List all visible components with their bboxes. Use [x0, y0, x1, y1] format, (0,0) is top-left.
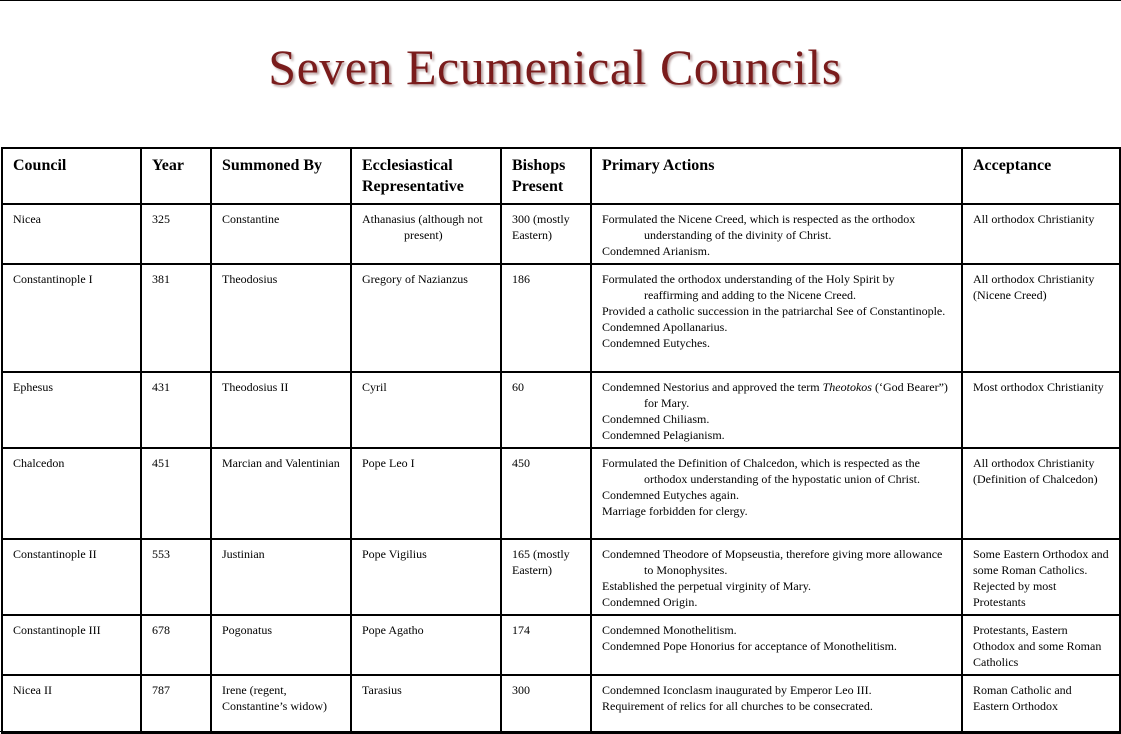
summoned-by-cell: Irene (regent, Constantine’s widow) — [211, 675, 351, 733]
acceptance-cell: Most orthodox Christianity — [962, 372, 1120, 448]
action-item: Marriage forbidden for clergy. — [602, 504, 748, 518]
action-item: Condemned Eutyches. — [602, 336, 710, 350]
actions-cell — [591, 539, 962, 615]
header-acceptance: Acceptance — [962, 148, 1120, 204]
header-summoned-by: Summoned By — [211, 148, 351, 204]
action-item: Condemned Pelagianism. — [602, 428, 725, 442]
bottom-rule — [0, 731, 1121, 732]
council-cell: Chalcedon — [2, 448, 141, 539]
representative-cell: Gregory of Nazianzus — [351, 264, 501, 372]
representative-cell: Tarasius — [351, 675, 501, 733]
bishops-cell: 300 — [501, 675, 591, 733]
table-row — [2, 448, 1120, 539]
action-item: Provided a catholic succession in the patriarchal See of Constantinople. — [602, 304, 946, 318]
action-item: Formulated the orthodox understanding of the Holy Spirit by reaffirming and adding to the Nicene Creed. — [602, 272, 895, 302]
year-cell: 325 — [141, 204, 211, 264]
councils-table — [1, 147, 1121, 734]
council-cell: Nicea — [2, 204, 141, 264]
header-representative: Ecclesiastical Representative — [351, 148, 501, 204]
header-actions: Primary Actions — [591, 148, 962, 204]
acceptance-cell: All orthodox Christianity (Definition of Chalcedon) — [962, 448, 1120, 539]
acceptance-cell: All orthodox Christianity — [962, 204, 1120, 264]
council-cell: Nicea II — [2, 675, 141, 733]
actions-cell — [591, 264, 962, 372]
table-row — [2, 539, 1120, 615]
header-council: Council — [2, 148, 141, 204]
action-text: (‘God Bearer”) for Mary. — [644, 380, 948, 410]
action-item: Condemned Monothelitism. — [602, 623, 737, 637]
year-cell: 787 — [141, 675, 211, 733]
action-item — [602, 379, 952, 411]
summoned-by-cell: Constantine — [211, 204, 351, 264]
acceptance-cell: Protestants, Eastern Othodox and some Roman Catholics — [962, 615, 1120, 675]
council-cell: Constantinople I — [2, 264, 141, 372]
action-item: Condemned Pope Honorius for acceptance of Monothelitism. — [602, 639, 897, 653]
representative-cell: Cyril — [351, 372, 501, 448]
representative-cell: Pope Vigilius — [351, 539, 501, 615]
action-item: Requirement of relics for all churches to be consecrated. — [602, 699, 873, 713]
action-item: Condemned Chiliasm. — [602, 412, 710, 426]
actions-cell — [591, 448, 962, 539]
council-cell: Ephesus — [2, 372, 141, 448]
action-item: Condemned Iconclasm inaugurated by Emperor Leo III. — [602, 683, 872, 697]
action-item: Condemned Eutyches again. — [602, 488, 739, 502]
summoned-by-cell: Pogonatus — [211, 615, 351, 675]
action-item: Established the perpetual virginity of Mary. — [602, 579, 811, 593]
bishops-cell — [501, 204, 591, 264]
bishops-cell: 60 — [501, 372, 591, 448]
header-row — [2, 148, 1120, 204]
council-cell: Constantinople III — [2, 615, 141, 675]
representative-cell: Pope Agatho — [351, 615, 501, 675]
representative-cell — [351, 204, 501, 264]
actions-cell — [591, 615, 962, 675]
action-item: Condemned Apollanarius. — [602, 320, 728, 334]
bishops-cell: 174 — [501, 615, 591, 675]
action-item: Formulated the Nicene Creed, which is respected as the orthodox understanding of the divinity of Christ. — [602, 212, 916, 242]
year-cell: 431 — [141, 372, 211, 448]
top-rule — [0, 0, 1121, 1]
summoned-by-cell: Theodosius — [211, 264, 351, 372]
acceptance-cell: Roman Catholic and Eastern Orthodox — [962, 675, 1120, 733]
summoned-by-cell: Justinian — [211, 539, 351, 615]
actions-cell — [591, 372, 962, 448]
action-item: Condemned Theodore of Mopseustia, therefore giving more allowance to Monophysites. — [602, 547, 943, 577]
action-item: Condemned Origin. — [602, 595, 698, 609]
summoned-by-cell: Marcian and Valentinian — [211, 448, 351, 539]
table-row — [2, 675, 1120, 733]
action-item: Formulated the Definition of Chalcedon, which is respected as the orthodox understanding of the hypostatic union of Christ. — [602, 456, 920, 486]
bishops-cell: 165 (mostly Eastern) — [501, 539, 591, 615]
year-cell: 553 — [141, 539, 211, 615]
acceptance-cell: Some Eastern Orthodox and some Roman Catholics. Rejected by most Protestants — [962, 539, 1120, 615]
action-item: Condemned Arianism. — [602, 244, 710, 258]
table-row — [2, 264, 1120, 372]
representative-text: Athanasius (although not present) — [362, 212, 483, 242]
council-cell: Constantinople II — [2, 539, 141, 615]
table-row — [2, 615, 1120, 675]
representative-cell: Pope Leo I — [351, 448, 501, 539]
year-cell: 381 — [141, 264, 211, 372]
year-cell: 451 — [141, 448, 211, 539]
actions-cell — [591, 675, 962, 733]
bishops-text: 300 (mostly Eastern) — [512, 212, 570, 242]
table-row — [2, 204, 1120, 264]
bishops-cell: 450 — [501, 448, 591, 539]
table-row — [2, 372, 1120, 448]
header-year: Year — [141, 148, 211, 204]
summoned-by-cell: Theodosius II — [211, 372, 351, 448]
action-text: Condemned Nestorius and approved the term — [602, 380, 823, 394]
page-title: Seven Ecumenical Councils — [268, 39, 842, 95]
year-cell: 678 — [141, 615, 211, 675]
action-term: Theotokos — [822, 380, 872, 394]
acceptance-cell: All orthodox Christianity (Nicene Creed) — [962, 264, 1120, 372]
bishops-cell: 186 — [501, 264, 591, 372]
actions-cell — [591, 204, 962, 264]
header-bishops: Bishops Present — [501, 148, 591, 204]
